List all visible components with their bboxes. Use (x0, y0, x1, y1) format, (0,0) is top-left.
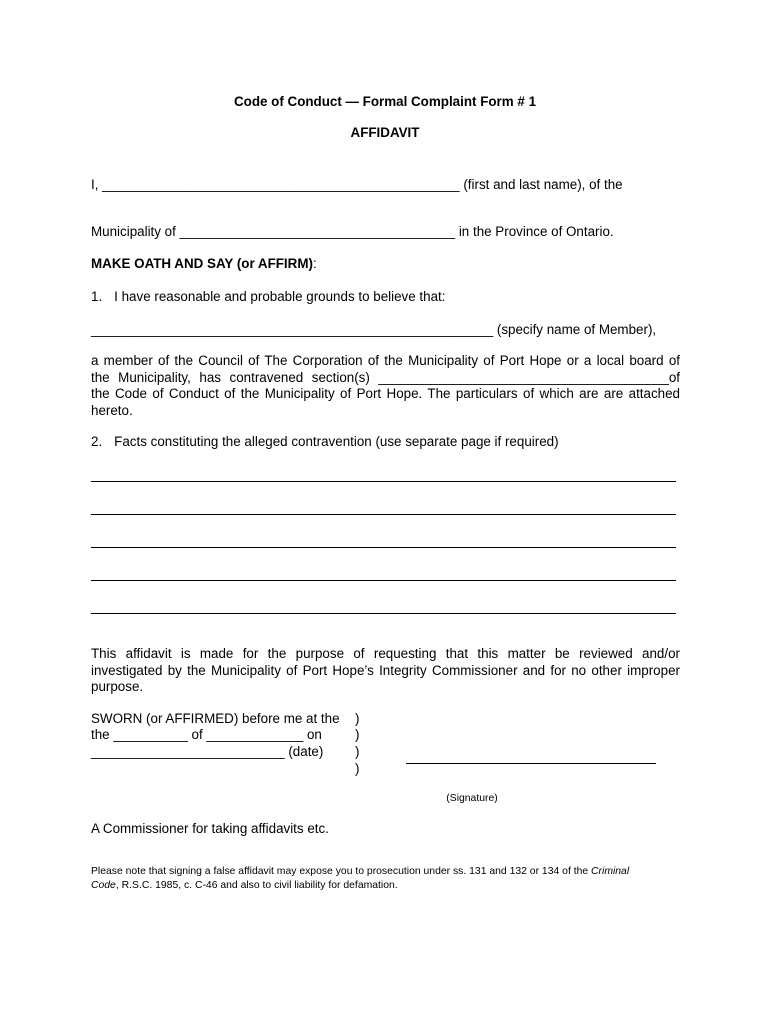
facts-blank-line-5[interactable] (91, 613, 676, 614)
sworn-line-3: __________________________ (date) (91, 744, 324, 759)
signature-label: (Signature) (446, 793, 498, 804)
item-1-text: I have reasonable and probable grounds to believe that: (114, 289, 446, 304)
commissioner-label: A Commissioner for taking affidavits etc. (91, 821, 329, 836)
item-2-text: Facts constituting the alleged contravention (use separate page if required) (114, 434, 559, 449)
paragraph-line: purpose. (91, 679, 144, 694)
bracket: ) (355, 744, 360, 759)
oath-heading-text: MAKE OATH AND SAY (or AFFIRM) (91, 256, 313, 271)
paragraph-line: investigated by the Municipality of Port Hope’s Integrity Commissioner and for no other improper (91, 662, 680, 678)
sworn-line-2: the __________ of _____________ on (91, 727, 322, 742)
item-2 (91, 434, 559, 450)
oath-heading-colon: : (312, 256, 317, 271)
item-1 (91, 289, 445, 305)
item-2-number: 2. (91, 434, 103, 449)
footnote-italic: Criminal (591, 866, 630, 877)
facts-blank-line-3[interactable] (91, 547, 676, 548)
facts-blank-line-1[interactable] (91, 481, 676, 482)
name-line: I, ________________________________________________ (first and last name), of the (91, 177, 623, 192)
municipality-line: Municipality of _____________________________________ in the Province of Ontario. (91, 224, 614, 239)
facts-blank-line-2[interactable] (91, 514, 676, 515)
footnote (91, 865, 691, 893)
bracket: ) (355, 711, 360, 726)
bracket: ) (355, 761, 360, 776)
form-subtitle: AFFIDAVIT (350, 125, 420, 140)
purpose-paragraph (91, 646, 680, 696)
bracket: ) (355, 727, 360, 742)
item-1-number: 1. (91, 289, 103, 304)
paragraph-line: hereto. (91, 402, 133, 418)
paragraph-line: a member of the Council of The Corporation of the Municipality of Port Hope or a local board of (91, 353, 680, 368)
paragraph-line: the Municipality, has contravened section(s) _______________________________________of (91, 369, 680, 385)
facts-blank-line-4[interactable] (91, 580, 676, 581)
oath-heading (91, 256, 317, 272)
member-line: ______________________________________________________ (specify name of Member), (91, 322, 657, 337)
sworn-line-1: SWORN (or AFFIRMED) before me at the (91, 711, 340, 726)
signature-line[interactable] (406, 763, 656, 764)
contravention-paragraph (91, 353, 680, 419)
footnote-text: , R.S.C. 1985, c. C-46 and also to civil liability for defamation. (115, 880, 398, 891)
paragraph-line: This affidavit is made for the purpose of requesting that this matter be reviewed and/or (91, 646, 680, 661)
paragraph-line: the Code of Conduct of the Municipality of Port Hope. The particulars of which are are attached (91, 386, 680, 401)
form-title: Code of Conduct — Formal Complaint Form # 1 (233, 94, 537, 109)
footnote-text: Please note that signing a false affidavit may expose you to prosecution under ss. 131 and 132 or 134 of the (91, 866, 592, 877)
footnote-italic: Code (91, 880, 116, 891)
